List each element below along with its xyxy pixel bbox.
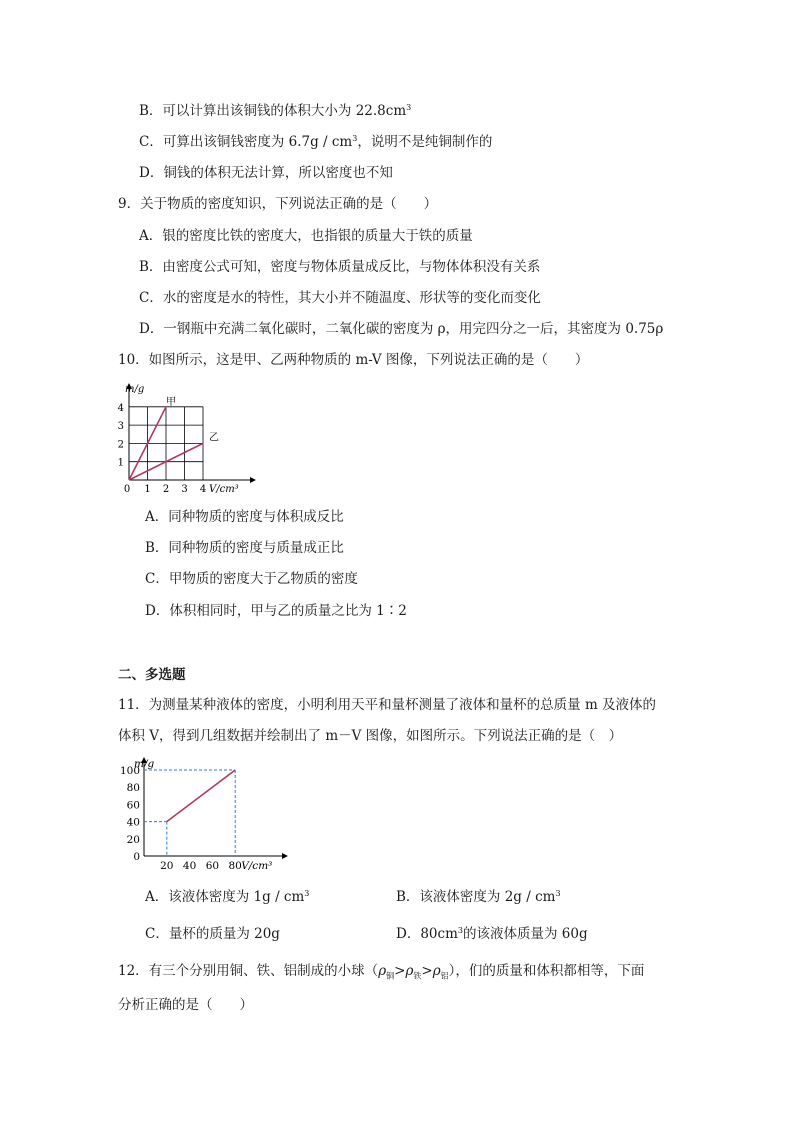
- q8-option-d: D．铜钱的体积无法计算，所以密度也不知: [139, 165, 393, 181]
- y-tick-label: 40: [126, 816, 140, 829]
- q10-option-c: C．甲物质的密度大于乙物质的密度: [145, 571, 358, 587]
- x-axis-label: V/cm³: [209, 484, 239, 495]
- x-tick-label: 80: [228, 860, 242, 872]
- series-label-jia: 甲: [166, 396, 176, 408]
- y-tick-label: 20: [126, 833, 140, 846]
- q11-option-c: C．量杯的质量为 20g: [145, 926, 280, 942]
- q8-option-c: C．可算出该铜钱密度为 $6.7g / cm^3$，说明不是纯铜制作的: [139, 134, 493, 150]
- q9-option-c: C．水的密度是水的特性，其大小并不随温度、形状等的变化而变化: [139, 290, 541, 306]
- y-tick-label: 1: [117, 457, 124, 469]
- x-tick-label: 40: [182, 860, 197, 872]
- q11-option-d: D．$80cm^3$的该液体质量为 60g: [396, 926, 588, 942]
- x-tick-label: 20: [160, 860, 174, 872]
- x-axis-arrow: [250, 477, 256, 483]
- q9-option-a: A．银的密度比铁的密度大，也指银的质量大于铁的质量: [139, 228, 473, 244]
- q9-option-b: B．由密度公式可知，密度与物体质量成反比，与物体体积没有关系: [139, 259, 541, 275]
- q10-option-b: B．同种物质的密度与质量成正比: [145, 540, 344, 556]
- q10-option-a: A．同种物质的密度与体积成反比: [145, 509, 344, 525]
- q12-stem-line1: 12．有三个分别用铜、铁、铝制成的小球$(\rho_铜>\rho_铁>\rho_铝)$，们的质量和体积都相等，下面: [118, 963, 645, 981]
- series-line: [167, 770, 235, 822]
- x-axis-label: V/cm³: [241, 860, 273, 872]
- x-tick-label: 0: [123, 484, 131, 495]
- q11-stem-line2: 体积 V，得到几组数据并绘制出了 m－V 图像，如图所示。下列说法正确的是（ ）: [118, 728, 623, 744]
- q9-stem: 9．关于物质的密度知识，下列说法正确的是（ ）: [118, 196, 438, 212]
- x-tick-label: 3: [181, 484, 188, 495]
- y-tick-label: 2: [117, 439, 124, 451]
- section-heading-multiple-choice: 二、多选题: [118, 667, 186, 683]
- x-tick-label: 60: [205, 860, 220, 872]
- y-tick-label: 4: [117, 402, 124, 414]
- q11-option-a: A．该液体密度为 $1g / cm^3$: [145, 889, 310, 905]
- q10-option-d: D．体积相同时，甲与乙的质量之比为 1∶2: [145, 603, 407, 619]
- y-tick-label: 80: [126, 782, 140, 795]
- q11-mv-graph: [112, 755, 297, 875]
- y-axis-label: m/g: [125, 384, 145, 395]
- y-axis-label: m/g: [134, 758, 155, 770]
- y-tick-label: 60: [126, 799, 140, 812]
- q11-stem-line1: 11．为测量某种液体的密度，小明利用天平和量杯测量了液体和量杯的总质量 m 及液体的: [118, 697, 657, 713]
- y-tick-label: 3: [117, 421, 124, 433]
- q10-stem: 10．如图所示，这是甲、乙两种物质的 m-V 图像，下列说法正确的是（ ）: [118, 352, 589, 368]
- x-tick-label: 1: [144, 484, 151, 495]
- q10-mv-graph: [112, 383, 262, 495]
- x-tick-label: 2: [162, 484, 170, 495]
- series-label-yi: 乙: [209, 432, 219, 444]
- x-tick-label: 4: [199, 484, 207, 495]
- x-axis-arrow: [282, 853, 288, 859]
- q11-option-b: B．该液体密度为 $2g / cm^3$: [396, 889, 561, 905]
- y-tick-label: 0: [133, 851, 140, 863]
- q12-stem-line2: 分析正确的是（ ）: [118, 997, 253, 1013]
- q9-option-d: D．一钢瓶中充满二氧化碳时，二氧化碳的密度为 ρ，用完四分之一后，其密度为 0.75ρ: [139, 321, 664, 337]
- y-tick-label: 100: [119, 765, 140, 777]
- q8-option-b: B．可以计算出该铜钱的体积大小为 $22.8cm^3$: [139, 103, 412, 119]
